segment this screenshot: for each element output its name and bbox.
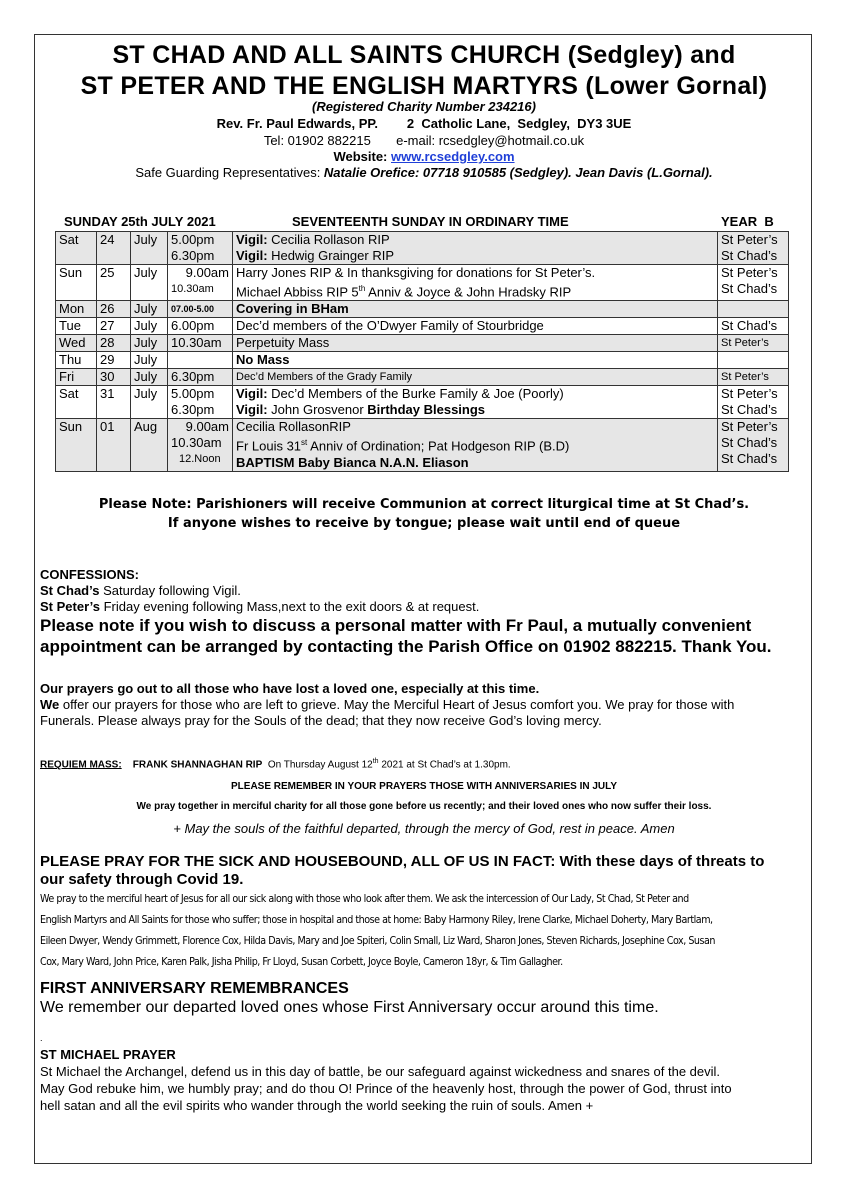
prayers-line2: Funerals. Please always pray for the Souls of the dead; that they now receive God’s loving mercy. [40, 713, 602, 728]
intention [233, 265, 718, 301]
church [718, 301, 789, 318]
intention-text: John Grosvenor [267, 402, 368, 418]
safeguarding-line [0, 165, 848, 180]
intention-text: Cecilia Rollason RIP [267, 232, 390, 247]
church-title-line1: ST CHAD AND ALL SAINTS CHURCH (Sedgley) and [112, 41, 736, 69]
church-name: St Chad’s [721, 281, 778, 296]
intention-text: Anniv & Joyce & John Hradsky RIP [365, 284, 572, 300]
day: Tue [56, 318, 97, 335]
month: July [131, 335, 168, 352]
prayers-heading: Our prayers go out to all those who have lost a loved one, especially at this time. [40, 681, 540, 696]
intention: Dec’d Members of the Grady Family [233, 369, 718, 386]
church-name: St Peter’s [721, 419, 778, 435]
times [168, 232, 233, 265]
time: 6.00pm [168, 318, 233, 335]
day: Sun [56, 265, 97, 301]
intention-text: Dec’d Members of the Burke Family & Joe (Poorly) [267, 386, 564, 402]
intention [233, 386, 718, 419]
month: Aug [131, 419, 168, 471]
church-label: St Peter’s [40, 599, 100, 614]
church [718, 352, 789, 369]
date: 25 [97, 265, 131, 301]
communion-note-line1: Please Note: Parishioners will receive Communion at correct liturgical time at St Chad’s. [98, 497, 750, 512]
church [718, 265, 789, 301]
anniversaries-charity: We pray together in merciful charity for all those gone before us recently; and their loved ones who now suffer their loss. [136, 801, 712, 812]
intention-line [236, 232, 714, 248]
date: 30 [97, 369, 131, 386]
contact-line [0, 133, 848, 148]
date: 26 [97, 301, 131, 318]
church: St Chad’s [718, 318, 789, 335]
sick-list-line: Cox, Mary Ward, John Price, Karen Palk, Jisha Philip, Fr Lloyd, Susan Corbett, Joyce Boyle, Cameron 18yr, & Tim Gallagher. [40, 955, 563, 968]
time: 9.00am [185, 419, 229, 435]
time: 10.30am [171, 283, 214, 295]
website-line [0, 149, 848, 164]
time: 10.30am [168, 335, 233, 352]
times [168, 419, 233, 471]
time [168, 352, 233, 369]
church-name: St Peter’s [721, 265, 778, 280]
table-row [56, 352, 789, 369]
day: Thu [56, 352, 97, 369]
date: 24 [97, 232, 131, 265]
date: 28 [97, 335, 131, 352]
church: St Peter’s [718, 335, 789, 352]
intention-emphasis: Birthday Blessings [367, 402, 486, 418]
table-row [56, 232, 789, 265]
sick-list-line: English Martyrs and All Saints for those who suffer; those in hospital and those at home: Baby Harmony Riley, Irene Clarke, Michael Doherty, Mary Bartlam, [40, 913, 713, 926]
day: Sat [56, 232, 97, 265]
time: 5.00pm [171, 232, 215, 247]
sick-list [40, 888, 810, 972]
church-name: St Chad’s [721, 402, 778, 418]
requiem-name: FRANK SHANNAGHAN RIP [132, 759, 263, 771]
intention [233, 419, 718, 471]
month: July [131, 386, 168, 419]
date: 27 [97, 318, 131, 335]
intention: Dec’d members of the O’Dwyer Family of Stourbridge [233, 318, 718, 335]
intention [233, 232, 718, 265]
month: July [131, 265, 168, 301]
charity-number: (Registered Charity Number 234216) [312, 99, 536, 114]
st-michael-heading: ST MICHAEL PRAYER [40, 1047, 176, 1062]
website-label: Website: [333, 149, 391, 164]
prayers-we: We [40, 697, 60, 712]
vigil-label: Vigil: [236, 402, 268, 418]
sick-heading-line1: PLEASE PRAY FOR THE SICK AND HOUSEBOUND, ALL OF US IN FACT: With these days of threats to [40, 853, 765, 870]
month: July [131, 352, 168, 369]
intention: No Mass [233, 352, 718, 369]
superscript: st [301, 438, 308, 448]
superscript: th [358, 284, 366, 293]
church [718, 419, 789, 471]
schedule-year: YEAR B [721, 214, 774, 229]
prayers-line1 [40, 697, 810, 713]
intention-line [236, 386, 714, 402]
date: 29 [97, 352, 131, 369]
schedule-date: SUNDAY 25th JULY 2021 [64, 214, 216, 229]
time: 10.30am [171, 435, 222, 451]
month: July [131, 318, 168, 335]
month: July [131, 301, 168, 318]
mass-schedule-table [55, 231, 789, 472]
confessions-chad [40, 583, 810, 599]
day: Fri [56, 369, 97, 386]
prayers-text: offer our prayers for those who are left to grieve. May the Merciful Heart of Jesus comfort you. We pray for those with [59, 697, 735, 712]
church-name: St Chad’s [721, 248, 778, 263]
sick-heading-line2: our safety through Covid 19. [40, 871, 244, 888]
intention-text: Harry Jones RIP & In thanksgiving for donations for St Peter’s. [236, 265, 596, 280]
intention-line [236, 281, 714, 300]
intention-text: BAPTISM Baby Bianca N.A.N. Eliason [236, 454, 469, 470]
table-row [56, 301, 789, 318]
st-michael-line3: hell satan and all the evil spirits who wander through the world seeking the ruin of souls. Amen + [40, 1098, 594, 1113]
st-michael-line1: St Michael the Archangel, defend us in this day of battle, be our safeguard against wickedness and snares of the devil. [40, 1064, 721, 1079]
time: 6.30pm [168, 369, 233, 386]
church-label: St Chad’s [40, 583, 100, 598]
church: St Peter’s [718, 369, 789, 386]
church [718, 232, 789, 265]
confession-text: Friday evening following Mass,next to the exit doors & at request. [99, 599, 480, 614]
table-row [56, 386, 789, 419]
safeguarding-label: Safe Guarding Representatives: [135, 165, 324, 180]
intention-text: Michael Abbiss RIP 5 [236, 284, 359, 300]
separator-dot: . [40, 1033, 43, 1043]
table-row [56, 419, 789, 471]
table-row [56, 265, 789, 301]
time: 6.30pm [171, 248, 215, 263]
vigil-label: Vigil: [236, 386, 268, 402]
day: Mon [56, 301, 97, 318]
church-name: St Peter’s [721, 386, 778, 402]
personal-matter-line2: appointment can be arranged by contacting the Parish Office on 01902 882215. Thank You. [40, 637, 772, 656]
website-link[interactable]: www.rcsedgley.com [391, 149, 515, 164]
intention: Perpetuity Mass [233, 335, 718, 352]
intention-text: Hedwig Grainger RIP [267, 248, 394, 263]
time: 07.00-5.00 [168, 301, 233, 318]
day: Sun [56, 419, 97, 471]
intention: Covering in BHam [233, 301, 718, 318]
time: 12.Noon [179, 453, 221, 466]
priest-address: Rev. Fr. Paul Edwards, PP. 2 Catholic Lane, Sedgley, DY3 3UE [216, 116, 632, 131]
anniversaries-heading: PLEASE REMEMBER IN YOUR PRAYERS THOSE WITH ANNIVERSARIES IN JULY [231, 781, 617, 792]
first-anniversary-text: We remember our departed loved ones whose First Anniversary occur around this time. [40, 999, 659, 1016]
personal-matter-line1: Please note if you wish to discuss a personal matter with Fr Paul, a mutually convenient [40, 616, 752, 635]
times [168, 386, 233, 419]
intention-text: Fr Louis 31 [236, 438, 302, 454]
safeguarding-names: Natalie Orefice: 07718 910585 (Sedgley). Jean Davis (L.Gornal). [323, 165, 713, 180]
table-row [56, 335, 789, 352]
intention-line [236, 248, 714, 264]
church-name: St Chad’s [721, 451, 778, 467]
day: Wed [56, 335, 97, 352]
time: 5.00pm [171, 386, 215, 402]
first-anniversary-heading: FIRST ANNIVERSARY REMEMBRANCES [40, 980, 349, 997]
anniversaries-blessing: + May the souls of the faithful departed, through the mercy of God, rest in peace. Amen [173, 821, 675, 836]
telephone: Tel: 01902 882215 [263, 133, 371, 148]
sick-list-line: Eileen Dwyer, Wendy Grimmett, Florence Cox, Hilda Davis, Mary and Joe Spiteri, Colin Small, Liz Ward, Sharon Jones, Steven Richards, Josephine Cox, Susan [40, 934, 716, 947]
table-row [56, 369, 789, 386]
vigil-label: Vigil: [236, 248, 268, 263]
church-name: St Chad’s [721, 435, 778, 451]
time: 9.00am [185, 265, 229, 280]
date: 31 [97, 386, 131, 419]
table-row [56, 318, 789, 335]
intention-line [236, 402, 714, 418]
requiem-line [40, 754, 810, 773]
church [718, 386, 789, 419]
month: July [131, 232, 168, 265]
confession-text: Saturday following Vigil. [99, 583, 241, 598]
intention-text: Cecilia RollasonRIP [236, 419, 351, 435]
times [168, 265, 233, 301]
time: 6.30pm [171, 402, 215, 418]
date: 01 [97, 419, 131, 471]
vigil-label: Vigil: [236, 232, 268, 247]
superscript: th [372, 758, 379, 765]
confessions-heading: CONFESSIONS: [40, 567, 139, 582]
schedule-occasion: SEVENTEENTH SUNDAY IN ORDINARY TIME [292, 214, 569, 229]
intention-line [236, 435, 714, 454]
church-title-line2: ST PETER AND THE ENGLISH MARTYRS (Lower Gornal) [80, 72, 768, 100]
communion-note-line2: If anyone wishes to receive by tongue; please wait until end of queue [167, 516, 681, 531]
st-michael-line2: May God rebuke him, we humbly pray; and do thou O! Prince of the heavenly host, through the power of God, thrust into [40, 1081, 732, 1096]
email: e-mail: rcsedgley@hotmail.co.uk [396, 133, 585, 148]
requiem-text: 2021 at St Chad’s at 1.30pm. [378, 759, 511, 771]
requiem-label: REQUIEM MASS: [40, 759, 122, 771]
confessions-peter [40, 599, 810, 615]
sick-list-line: We pray to the merciful heart of Jesus for all our sick along with those who look after them. We ask the intercession of Our Lady, St Chad, St Peter and [40, 892, 689, 905]
intention-text: Anniv of Ordination; Pat Hodgeson RIP (B.D) [307, 438, 570, 454]
month: July [131, 369, 168, 386]
day: Sat [56, 386, 97, 419]
requiem-text: On Thursday August 12 [267, 759, 373, 771]
church-name: St Peter’s [721, 232, 778, 247]
